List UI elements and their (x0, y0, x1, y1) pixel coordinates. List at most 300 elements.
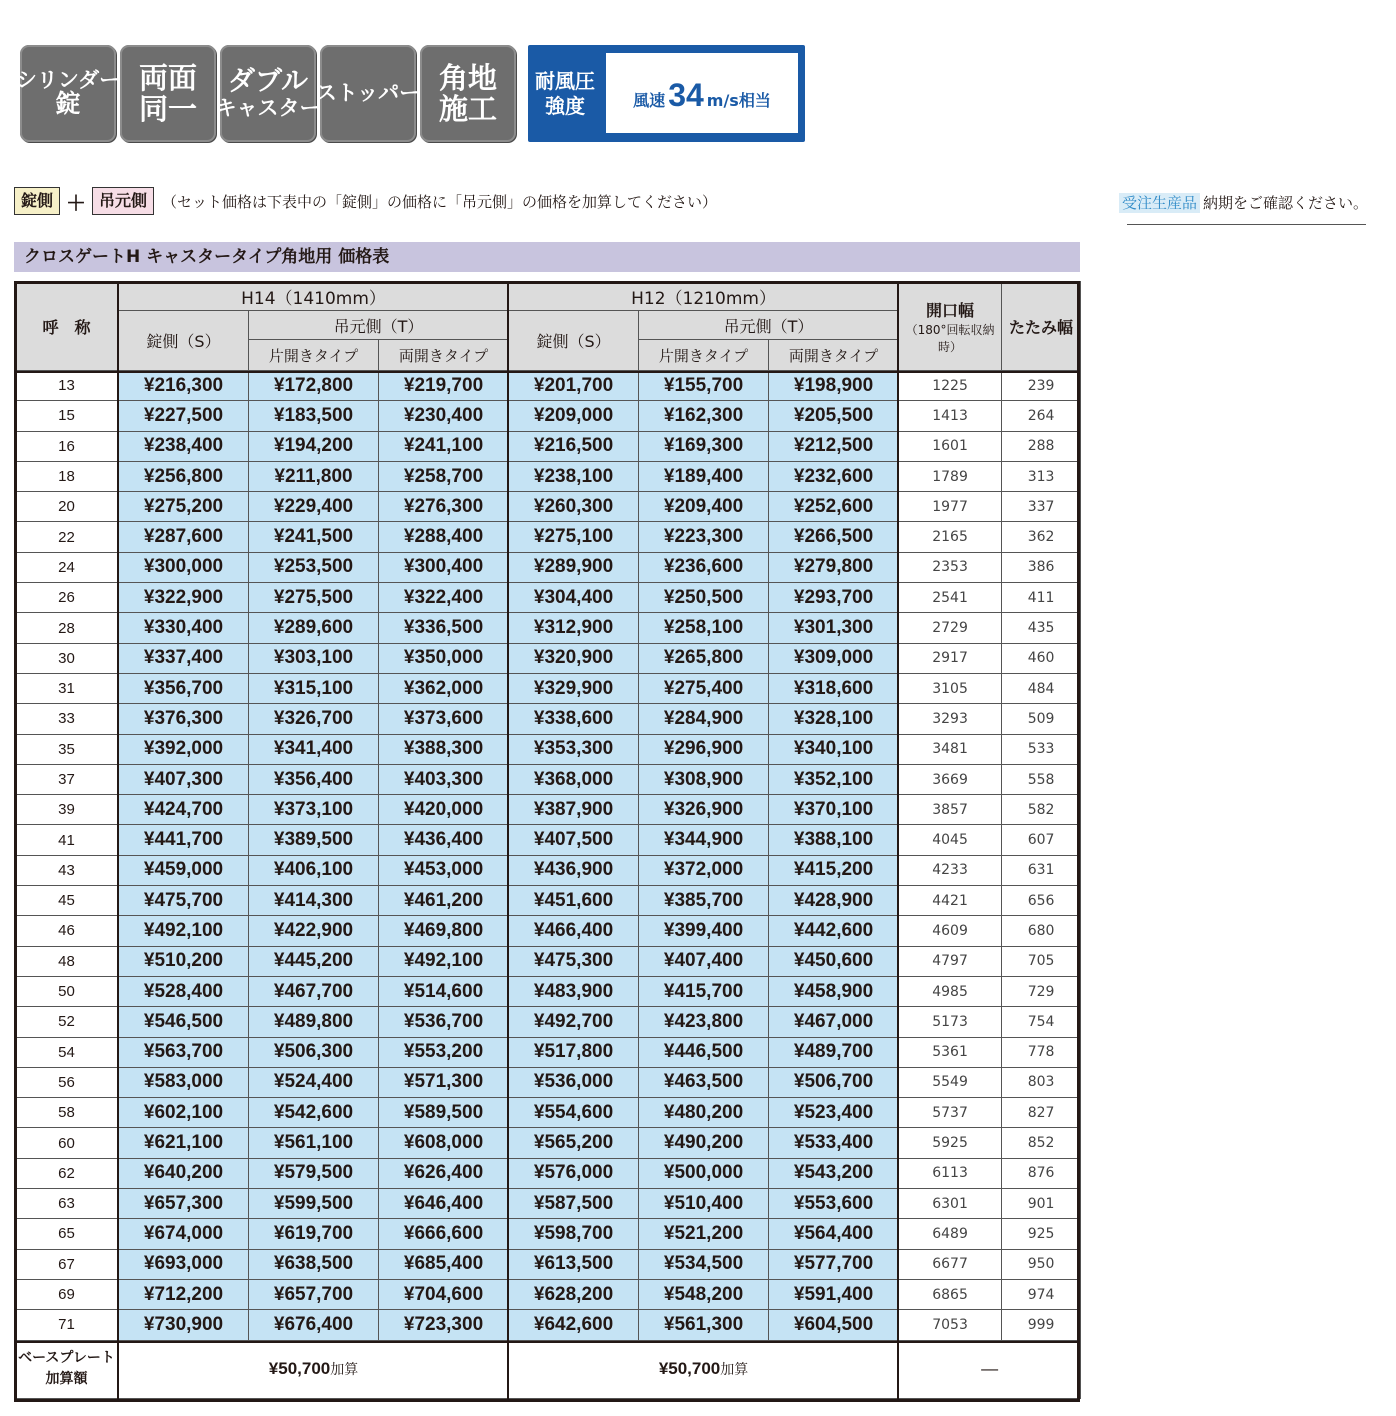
h14-hang-single-price: ¥315,100 (249, 673, 379, 703)
h12-hang-double-price: ¥352,100 (769, 764, 899, 794)
h12-hang-single-price: ¥521,200 (639, 1219, 769, 1249)
wind-speed-unit: m/s相当 (706, 91, 771, 110)
folded-width-cell: 974 (1002, 1279, 1081, 1309)
h12-hang-double-price: ¥415,200 (769, 855, 899, 885)
h12-lock-price: ¥628,200 (509, 1279, 639, 1309)
h14-hang-double-price: ¥288,400 (379, 522, 509, 552)
h14-hang-double-price: ¥453,000 (379, 855, 509, 885)
h14-lock-price: ¥424,700 (119, 795, 249, 825)
h14-hang-single-price: ¥356,400 (249, 764, 379, 794)
feature-badge-line: 両面 (138, 61, 197, 96)
opening-width-cell: 5737 (899, 1098, 1002, 1128)
size-cell: 13 (15, 371, 119, 401)
opening-width-cell: 2165 (899, 522, 1002, 552)
size-cell: 46 (15, 916, 119, 946)
size-cell: 15 (15, 401, 119, 431)
opening-width-cell: 6489 (899, 1219, 1002, 1249)
h12-hang-single-price: ¥415,700 (639, 976, 769, 1006)
table-row (15, 1067, 1081, 1097)
table-row (15, 1310, 1081, 1340)
h14-hang-single-price: ¥172,800 (249, 371, 379, 401)
h12-lock-price: ¥642,600 (509, 1310, 639, 1340)
h14-hang-single-price: ¥524,400 (249, 1067, 379, 1097)
feature-badge-line: キャスター (215, 95, 321, 120)
folded-width-cell: 264 (1002, 401, 1081, 431)
h14-lock-price: ¥475,700 (119, 886, 249, 916)
h12-hang-double-price: ¥293,700 (769, 583, 899, 613)
h12-hang-double-price: ¥198,900 (769, 371, 899, 401)
h14-lock-price: ¥376,300 (119, 704, 249, 734)
h12-hang-double-price: ¥564,400 (769, 1219, 899, 1249)
h12-hang-single-price: ¥326,900 (639, 795, 769, 825)
size-cell: 31 (15, 673, 119, 703)
h14-hang-single-price: ¥194,200 (249, 431, 379, 461)
h14-hang-double-price: ¥589,500 (379, 1098, 509, 1128)
h14-lock-price: ¥330,400 (119, 613, 249, 643)
opening-width-cell: 5361 (899, 1037, 1002, 1067)
h14-hang-single-price: ¥275,500 (249, 583, 379, 613)
wind-label-2: 強度 (545, 93, 585, 118)
h14-lock-price: ¥657,300 (119, 1189, 249, 1219)
divider (117, 281, 119, 1402)
h14-hang-single-price: ¥467,700 (249, 976, 379, 1006)
h14-hang-single-price: ¥542,600 (249, 1098, 379, 1128)
h14-hang-single-price: ¥241,500 (249, 522, 379, 552)
size-cell: 52 (15, 1007, 119, 1037)
price-table (14, 281, 1081, 1399)
table-row (15, 825, 1081, 855)
divider (897, 281, 899, 1402)
divider (1127, 224, 1366, 225)
wind-speed-prefix: 風速 (633, 91, 666, 110)
h12-lock-price: ¥329,900 (509, 673, 639, 703)
table-row (15, 764, 1081, 794)
h14-hang-single-price: ¥506,300 (249, 1037, 379, 1067)
folded-width-cell: 729 (1002, 976, 1081, 1006)
h14-lock-price: ¥546,500 (119, 1007, 249, 1037)
h14-hang-double-price: ¥461,200 (379, 886, 509, 916)
header-h14: H14（1410mm） (119, 282, 509, 311)
h12-hang-single-price: ¥446,500 (639, 1037, 769, 1067)
lock-side-tag: 錠側 (14, 187, 60, 215)
h12-hang-double-price: ¥467,000 (769, 1007, 899, 1037)
h12-hang-double-price: ¥266,500 (769, 522, 899, 552)
hinge-side-tag: 吊元側 (92, 187, 154, 215)
table-row (15, 1249, 1081, 1279)
h14-lock-price: ¥256,800 (119, 461, 249, 491)
h12-hang-single-price: ¥372,000 (639, 855, 769, 885)
h14-hang-double-price: ¥492,100 (379, 946, 509, 976)
header-opening (899, 282, 1002, 371)
table-row (15, 522, 1081, 552)
table-row (15, 461, 1081, 491)
base-plate-h14-price: ¥50,700 (268, 1359, 331, 1378)
h12-hang-single-price: ¥561,300 (639, 1310, 769, 1340)
h12-lock-price: ¥201,700 (509, 371, 639, 401)
size-cell: 45 (15, 886, 119, 916)
h14-lock-price: ¥730,900 (119, 1310, 249, 1340)
h14-lock-price: ¥392,000 (119, 734, 249, 764)
table-row (15, 431, 1081, 461)
feature-badge-line: シリンダー (15, 68, 121, 93)
feature-badge-line: ダブル (228, 66, 308, 98)
opening-width-cell: 6113 (899, 1158, 1002, 1188)
h14-lock-price: ¥492,100 (119, 916, 249, 946)
folded-width-cell: 901 (1002, 1189, 1081, 1219)
h14-hang-double-price: ¥420,000 (379, 795, 509, 825)
h14-lock-price: ¥407,300 (119, 764, 249, 794)
feature-badge (420, 45, 516, 142)
folded-width-cell: 778 (1002, 1037, 1081, 1067)
h12-hang-double-price: ¥328,100 (769, 704, 899, 734)
size-cell: 62 (15, 1158, 119, 1188)
plus-sign: ＋ (66, 190, 87, 215)
h12-lock-price: ¥260,300 (509, 492, 639, 522)
opening-width-cell: 6865 (899, 1279, 1002, 1309)
h12-hang-single-price: ¥344,900 (639, 825, 769, 855)
opening-width-cell: 2353 (899, 552, 1002, 582)
h12-hang-single-price: ¥490,200 (639, 1128, 769, 1158)
made-to-order-text: 納期をご確認ください。 (1202, 194, 1368, 212)
h14-hang-single-price: ¥389,500 (249, 825, 379, 855)
h14-lock-price: ¥712,200 (119, 1279, 249, 1309)
h12-lock-price: ¥451,600 (509, 886, 639, 916)
opening-width-cell: 3105 (899, 673, 1002, 703)
feature-badge (315, 45, 421, 142)
base-plate-h12 (509, 1340, 899, 1398)
base-plate-label-1: ベースプレート (18, 1350, 115, 1366)
size-cell: 18 (15, 461, 119, 491)
size-cell: 39 (15, 795, 119, 825)
wind-resistance-badge (528, 45, 805, 142)
feature-badge-line: 同一 (138, 91, 197, 126)
h14-hang-single-price: ¥406,100 (249, 855, 379, 885)
h12-hang-single-price: ¥296,900 (639, 734, 769, 764)
h12-lock-price: ¥407,500 (509, 825, 639, 855)
folded-width-cell: 631 (1002, 855, 1081, 885)
table-row (15, 673, 1081, 703)
h12-hang-single-price: ¥209,400 (639, 492, 769, 522)
h14-hang-single-price: ¥303,100 (249, 643, 379, 673)
h14-lock-price: ¥287,600 (119, 522, 249, 552)
folded-width-cell: 705 (1002, 946, 1081, 976)
header-h14-lock: 錠側（S） (119, 311, 249, 371)
h12-hang-double-price: ¥506,700 (769, 1067, 899, 1097)
h14-hang-double-price: ¥403,300 (379, 764, 509, 794)
h14-hang-double-price: ¥276,300 (379, 492, 509, 522)
h12-hang-double-price: ¥370,100 (769, 795, 899, 825)
h12-lock-price: ¥492,700 (509, 1007, 639, 1037)
table-row (15, 583, 1081, 613)
feature-badge-line: 角地 (438, 61, 497, 96)
h14-hang-single-price: ¥657,700 (249, 1279, 379, 1309)
size-cell: 43 (15, 855, 119, 885)
h12-lock-price: ¥536,000 (509, 1067, 639, 1097)
opening-width-cell: 1413 (899, 401, 1002, 431)
h12-lock-price: ¥368,000 (509, 764, 639, 794)
h12-hang-single-price: ¥500,000 (639, 1158, 769, 1188)
wind-speed-value: 34 (668, 77, 704, 113)
table-row (15, 1158, 1081, 1188)
opening-width-cell: 4985 (899, 976, 1002, 1006)
header-folded: たたみ幅 (1002, 282, 1081, 371)
h14-lock-price: ¥640,200 (119, 1158, 249, 1188)
h12-lock-price: ¥587,500 (509, 1189, 639, 1219)
h14-lock-price: ¥275,200 (119, 492, 249, 522)
h14-hang-double-price: ¥258,700 (379, 461, 509, 491)
folded-width-cell: 288 (1002, 431, 1081, 461)
h12-hang-double-price: ¥604,500 (769, 1310, 899, 1340)
base-plate-h12-price: ¥50,700 (658, 1359, 721, 1378)
header-h12-lock: 錠側（S） (509, 311, 639, 371)
opening-width-cell: 4045 (899, 825, 1002, 855)
set-price-legend (14, 186, 717, 216)
size-cell: 71 (15, 1310, 119, 1340)
h14-hang-single-price: ¥414,300 (249, 886, 379, 916)
header-opening-note: （180°回転収納時） (905, 322, 995, 354)
table-row (15, 371, 1081, 401)
folded-width-cell: 386 (1002, 552, 1081, 582)
opening-width-cell: 4609 (899, 916, 1002, 946)
h12-hang-double-price: ¥533,400 (769, 1128, 899, 1158)
folded-width-cell: 754 (1002, 1007, 1081, 1037)
header-h14-single: 片開きタイプ (249, 340, 379, 371)
table-row (15, 1219, 1081, 1249)
set-price-note: （セット価格は下表中の「錠側」の価格に「吊元側」の価格を加算してください） (162, 192, 718, 211)
opening-width-cell: 6677 (899, 1249, 1002, 1279)
size-cell: 30 (15, 643, 119, 673)
h12-hang-double-price: ¥553,600 (769, 1189, 899, 1219)
h12-lock-price: ¥475,300 (509, 946, 639, 976)
h12-hang-double-price: ¥309,000 (769, 643, 899, 673)
size-cell: 60 (15, 1128, 119, 1158)
header-opening-label: 開口幅 (926, 300, 975, 320)
base-plate-h14-suffix: 加算 (330, 1362, 359, 1378)
h12-hang-single-price: ¥223,300 (639, 522, 769, 552)
size-cell: 63 (15, 1189, 119, 1219)
feature-badge (120, 45, 216, 142)
h12-hang-single-price: ¥480,200 (639, 1098, 769, 1128)
feature-badge (215, 45, 321, 142)
h14-hang-double-price: ¥350,000 (379, 643, 509, 673)
table-row (15, 492, 1081, 522)
header-h14-hang: 吊元側（T） (249, 311, 509, 340)
h14-lock-price: ¥693,000 (119, 1249, 249, 1279)
h14-hang-single-price: ¥326,700 (249, 704, 379, 734)
size-cell: 22 (15, 522, 119, 552)
header-h14-double: 両開きタイプ (379, 340, 509, 371)
table-row (15, 734, 1081, 764)
h14-lock-price: ¥300,000 (119, 552, 249, 582)
h12-lock-price: ¥565,200 (509, 1128, 639, 1158)
h14-hang-double-price: ¥723,300 (379, 1310, 509, 1340)
opening-width-cell: 5925 (899, 1128, 1002, 1158)
feature-badge-line: 施工 (438, 91, 497, 126)
opening-width-cell: 3669 (899, 764, 1002, 794)
h12-hang-double-price: ¥212,500 (769, 431, 899, 461)
h14-lock-price: ¥322,900 (119, 583, 249, 613)
h12-lock-price: ¥483,900 (509, 976, 639, 1006)
h14-hang-single-price: ¥579,500 (249, 1158, 379, 1188)
h14-hang-double-price: ¥300,400 (379, 552, 509, 582)
h12-hang-single-price: ¥399,400 (639, 916, 769, 946)
divider (507, 281, 509, 1402)
folded-width-cell: 533 (1002, 734, 1081, 764)
size-cell: 37 (15, 764, 119, 794)
h14-hang-single-price: ¥253,500 (249, 552, 379, 582)
h14-hang-single-price: ¥211,800 (249, 461, 379, 491)
h14-hang-single-price: ¥341,400 (249, 734, 379, 764)
base-plate-dash: — (899, 1340, 1081, 1398)
h12-hang-single-price: ¥162,300 (639, 401, 769, 431)
h14-hang-double-price: ¥322,400 (379, 583, 509, 613)
folded-width-cell: 607 (1002, 825, 1081, 855)
h12-hang-double-price: ¥458,900 (769, 976, 899, 1006)
h12-lock-price: ¥275,100 (509, 522, 639, 552)
opening-width-cell: 1977 (899, 492, 1002, 522)
divider (14, 1341, 1080, 1343)
header-h12-single: 片開きタイプ (639, 340, 769, 371)
h12-lock-price: ¥554,600 (509, 1098, 639, 1128)
base-plate-h12-suffix: 加算 (720, 1362, 749, 1378)
h14-hang-double-price: ¥469,800 (379, 916, 509, 946)
folded-width-cell: 411 (1002, 583, 1081, 613)
opening-width-cell: 1225 (899, 371, 1002, 401)
h14-lock-price: ¥216,300 (119, 371, 249, 401)
folded-width-cell: 950 (1002, 1249, 1081, 1279)
wind-label-1: 耐風圧 (535, 69, 595, 94)
table-row (15, 613, 1081, 643)
size-cell: 41 (15, 825, 119, 855)
table-row (15, 401, 1081, 431)
h12-hang-double-price: ¥318,600 (769, 673, 899, 703)
size-cell: 16 (15, 431, 119, 461)
h12-lock-price: ¥436,900 (509, 855, 639, 885)
folded-width-cell: 337 (1002, 492, 1081, 522)
h12-hang-single-price: ¥155,700 (639, 371, 769, 401)
made-to-order-tag: 受注生産品 (1119, 193, 1200, 213)
opening-width-cell: 7053 (899, 1310, 1002, 1340)
h14-hang-double-price: ¥514,600 (379, 976, 509, 1006)
table-row (15, 886, 1081, 916)
h14-hang-single-price: ¥229,400 (249, 492, 379, 522)
opening-width-cell: 2541 (899, 583, 1002, 613)
h12-lock-price: ¥517,800 (509, 1037, 639, 1067)
table-row (15, 1098, 1081, 1128)
h12-hang-single-price: ¥407,400 (639, 946, 769, 976)
h12-hang-double-price: ¥279,800 (769, 552, 899, 582)
h12-hang-single-price: ¥423,800 (639, 1007, 769, 1037)
h12-hang-single-price: ¥548,200 (639, 1279, 769, 1309)
h12-hang-single-price: ¥534,500 (639, 1249, 769, 1279)
folded-width-cell: 803 (1002, 1067, 1081, 1097)
h14-lock-price: ¥459,000 (119, 855, 249, 885)
opening-width-cell: 3293 (899, 704, 1002, 734)
h14-hang-double-price: ¥685,400 (379, 1249, 509, 1279)
size-cell: 35 (15, 734, 119, 764)
table-row (15, 795, 1081, 825)
h12-hang-single-price: ¥169,300 (639, 431, 769, 461)
folded-width-cell: 876 (1002, 1158, 1081, 1188)
opening-width-cell: 5549 (899, 1067, 1002, 1097)
h12-hang-single-price: ¥189,400 (639, 461, 769, 491)
h12-hang-single-price: ¥510,400 (639, 1189, 769, 1219)
size-cell: 24 (15, 552, 119, 582)
size-cell: 58 (15, 1098, 119, 1128)
header-h12-hang: 吊元側（T） (639, 311, 899, 340)
h14-lock-price: ¥602,100 (119, 1098, 249, 1128)
h12-hang-single-price: ¥258,100 (639, 613, 769, 643)
h12-lock-price: ¥209,000 (509, 401, 639, 431)
opening-width-cell: 1601 (899, 431, 1002, 461)
table-row (15, 1189, 1081, 1219)
h12-lock-price: ¥338,600 (509, 704, 639, 734)
table-row (15, 1037, 1081, 1067)
base-plate-label (15, 1340, 119, 1398)
h12-hang-double-price: ¥388,100 (769, 825, 899, 855)
folded-width-cell: 680 (1002, 916, 1081, 946)
h14-hang-single-price: ¥676,400 (249, 1310, 379, 1340)
h14-hang-double-price: ¥704,600 (379, 1279, 509, 1309)
h12-lock-price: ¥466,400 (509, 916, 639, 946)
h14-lock-price: ¥621,100 (119, 1128, 249, 1158)
made-to-order-notice (1119, 192, 1368, 213)
h12-hang-double-price: ¥577,700 (769, 1249, 899, 1279)
h12-lock-price: ¥216,500 (509, 431, 639, 461)
h12-hang-double-price: ¥252,600 (769, 492, 899, 522)
size-cell: 26 (15, 583, 119, 613)
size-cell: 67 (15, 1249, 119, 1279)
h14-hang-single-price: ¥489,800 (249, 1007, 379, 1037)
folded-width-cell: 999 (1002, 1310, 1081, 1340)
opening-width-cell: 4233 (899, 855, 1002, 885)
base-plate-h14 (119, 1340, 509, 1398)
h14-hang-single-price: ¥619,700 (249, 1219, 379, 1249)
h12-lock-price: ¥353,300 (509, 734, 639, 764)
h14-hang-single-price: ¥289,600 (249, 613, 379, 643)
folded-width-cell: 435 (1002, 613, 1081, 643)
h12-hang-double-price: ¥428,900 (769, 886, 899, 916)
folded-width-cell: 460 (1002, 643, 1081, 673)
h12-hang-double-price: ¥340,100 (769, 734, 899, 764)
h14-hang-double-price: ¥553,200 (379, 1037, 509, 1067)
h14-lock-price: ¥674,000 (119, 1219, 249, 1249)
h14-hang-single-price: ¥638,500 (249, 1249, 379, 1279)
h14-hang-double-price: ¥536,700 (379, 1007, 509, 1037)
h12-hang-single-price: ¥463,500 (639, 1067, 769, 1097)
base-plate-label-2: 加算額 (45, 1371, 88, 1387)
folded-width-cell: 239 (1002, 371, 1081, 401)
table-row (15, 1128, 1081, 1158)
price-table-title: クロスゲートH キャスタータイプ角地用 価格表 (14, 242, 1080, 272)
feature-badge-line: 錠 (55, 89, 81, 119)
size-cell: 20 (15, 492, 119, 522)
folded-width-cell: 484 (1002, 673, 1081, 703)
folded-width-cell: 656 (1002, 886, 1081, 916)
h14-hang-double-price: ¥388,300 (379, 734, 509, 764)
size-cell: 28 (15, 613, 119, 643)
h12-hang-double-price: ¥205,500 (769, 401, 899, 431)
h12-lock-price: ¥613,500 (509, 1249, 639, 1279)
h14-lock-price: ¥510,200 (119, 946, 249, 976)
h14-hang-double-price: ¥241,100 (379, 431, 509, 461)
feature-badge-line: ストッパー (315, 81, 421, 106)
h12-hang-single-price: ¥284,900 (639, 704, 769, 734)
h14-hang-double-price: ¥336,500 (379, 613, 509, 643)
table-row (15, 946, 1081, 976)
h14-hang-double-price: ¥608,000 (379, 1128, 509, 1158)
h14-hang-single-price: ¥561,100 (249, 1128, 379, 1158)
